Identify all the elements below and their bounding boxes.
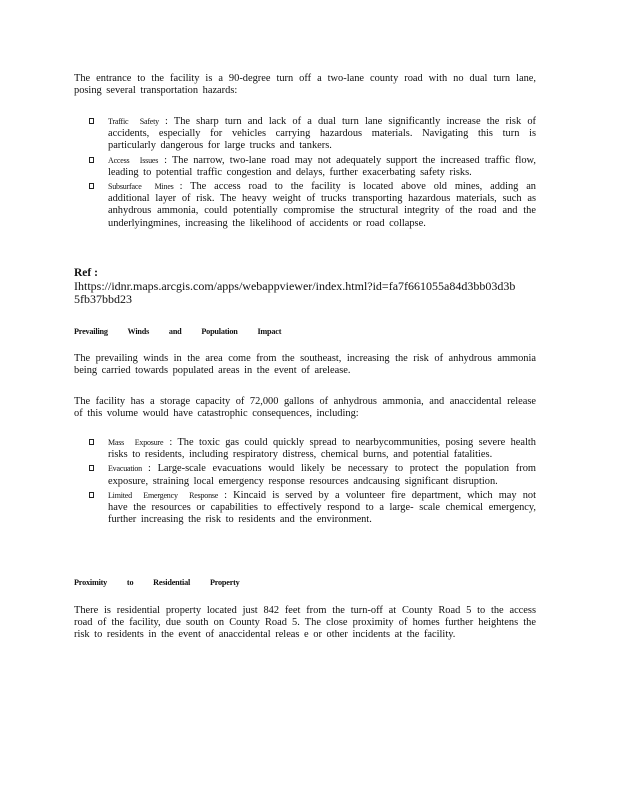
bullet-icon xyxy=(89,157,94,163)
reference-label: Ref : xyxy=(74,267,98,279)
intro-section xyxy=(74,73,536,97)
bullet-icon xyxy=(89,439,94,445)
capacity-section xyxy=(74,396,536,420)
proximity-heading-block xyxy=(74,577,536,589)
bullet-icon xyxy=(89,118,94,124)
hazard-access-issues xyxy=(74,155,536,179)
consequence-evacuation xyxy=(74,463,536,487)
intro-paragraph: The entrance to the facility is a 90-degree turn off a two-lane county road with no dual turn lane, posing several transportation hazards: xyxy=(74,73,536,97)
hazards-section xyxy=(74,116,536,232)
winds-heading-block xyxy=(74,326,536,338)
reference-url: Ihttps://idnr.maps.arcgis.com/apps/webappviewer/index.html?id=fa7f661055a84d3bb03d3b 5fb37bbd23 xyxy=(74,279,516,306)
hazard-traffic-safety xyxy=(74,116,536,153)
consequence-text: : Large-scale evacuations would likely be necessary to protect the population from exposure, straining local emergency response resources andcausing significant disruption. xyxy=(108,463,536,487)
hazard-text: : The sharp turn and lack of a dual turn lane significantly increase the risk of accidents, especially for vehicles carrying hazardous materials. Navigating this turn is particularly dangerous for large trucks and tankers. xyxy=(108,116,536,152)
consequence-term: Mass Exposure xyxy=(108,438,164,447)
winds-paragraph-1: The prevailing winds in the area come from the southeast, increasing the risk of anhydrous ammonia being carried towards populated areas in the event of arelease. xyxy=(74,353,536,377)
proximity-section xyxy=(74,605,536,642)
consequence-limited-emergency-response xyxy=(74,490,536,527)
bullet-icon xyxy=(89,183,94,189)
hazard-term: Traffic Safety xyxy=(108,117,159,126)
hazards-list xyxy=(74,116,536,230)
proximity-heading: Proximity to Residential Property xyxy=(74,578,240,587)
consequence-term: Evacuation xyxy=(108,464,142,474)
bullet-icon xyxy=(89,465,94,471)
winds-paragraph-2: The facility has a storage capacity of 72,000 gallons of anhydrous ammonia, and anaccidental release of this volume would have catastrophic consequences, including: xyxy=(74,396,536,420)
consequence-text: : Kincaid is served by a volunteer fire department, which may not have the resources or capabilities to effectively respond to a large- scale chemical emergency, further increasing the risk to residents and the environment. xyxy=(108,489,536,526)
consequence-text: : The toxic gas could quickly spread to nearbycommunities, posing severe health risks to residents, including respiratory distress, chemical burns, and potential fatalities. xyxy=(108,437,536,461)
winds-heading: Prevailing Winds and Population Impact xyxy=(74,327,282,336)
hazard-term: Access Issues xyxy=(108,155,159,165)
consequences-list xyxy=(74,437,536,526)
hazard-subsurface-mines xyxy=(74,181,536,230)
consequence-term: Limited Emergency Response xyxy=(108,490,219,500)
consequence-mass-exposure xyxy=(74,437,536,461)
hazard-term: Subsurface Mines xyxy=(108,182,174,192)
hazard-text: : The narrow, two-lane road may not adequately support the increased traffic flow, leading to potential traffic congestion and delays, further exacerbating safety risks. xyxy=(108,154,536,178)
proximity-paragraph: There is residential property located just 842 feet from the turn-off at County Road 5 to the access road of the facility, due south on County Road 5. The close proximity of homes further heightens the risk to residents in the event of anaccidental releas e or other incidents at the facility. xyxy=(74,605,536,641)
bullet-icon xyxy=(89,492,94,498)
reference-section xyxy=(74,267,536,306)
consequences-section xyxy=(74,437,536,528)
hazard-text: : The access road to the facility is located above old mines, adding an additional layer of risk. The heavy weight of trucks transporting hazardous materials, such as anhydrous ammonia, could potentially compromise the structural integrity of the road and the underlyingmines, increasing the likelihood of accidents or road collapse. xyxy=(108,181,537,229)
winds-section xyxy=(74,353,536,377)
